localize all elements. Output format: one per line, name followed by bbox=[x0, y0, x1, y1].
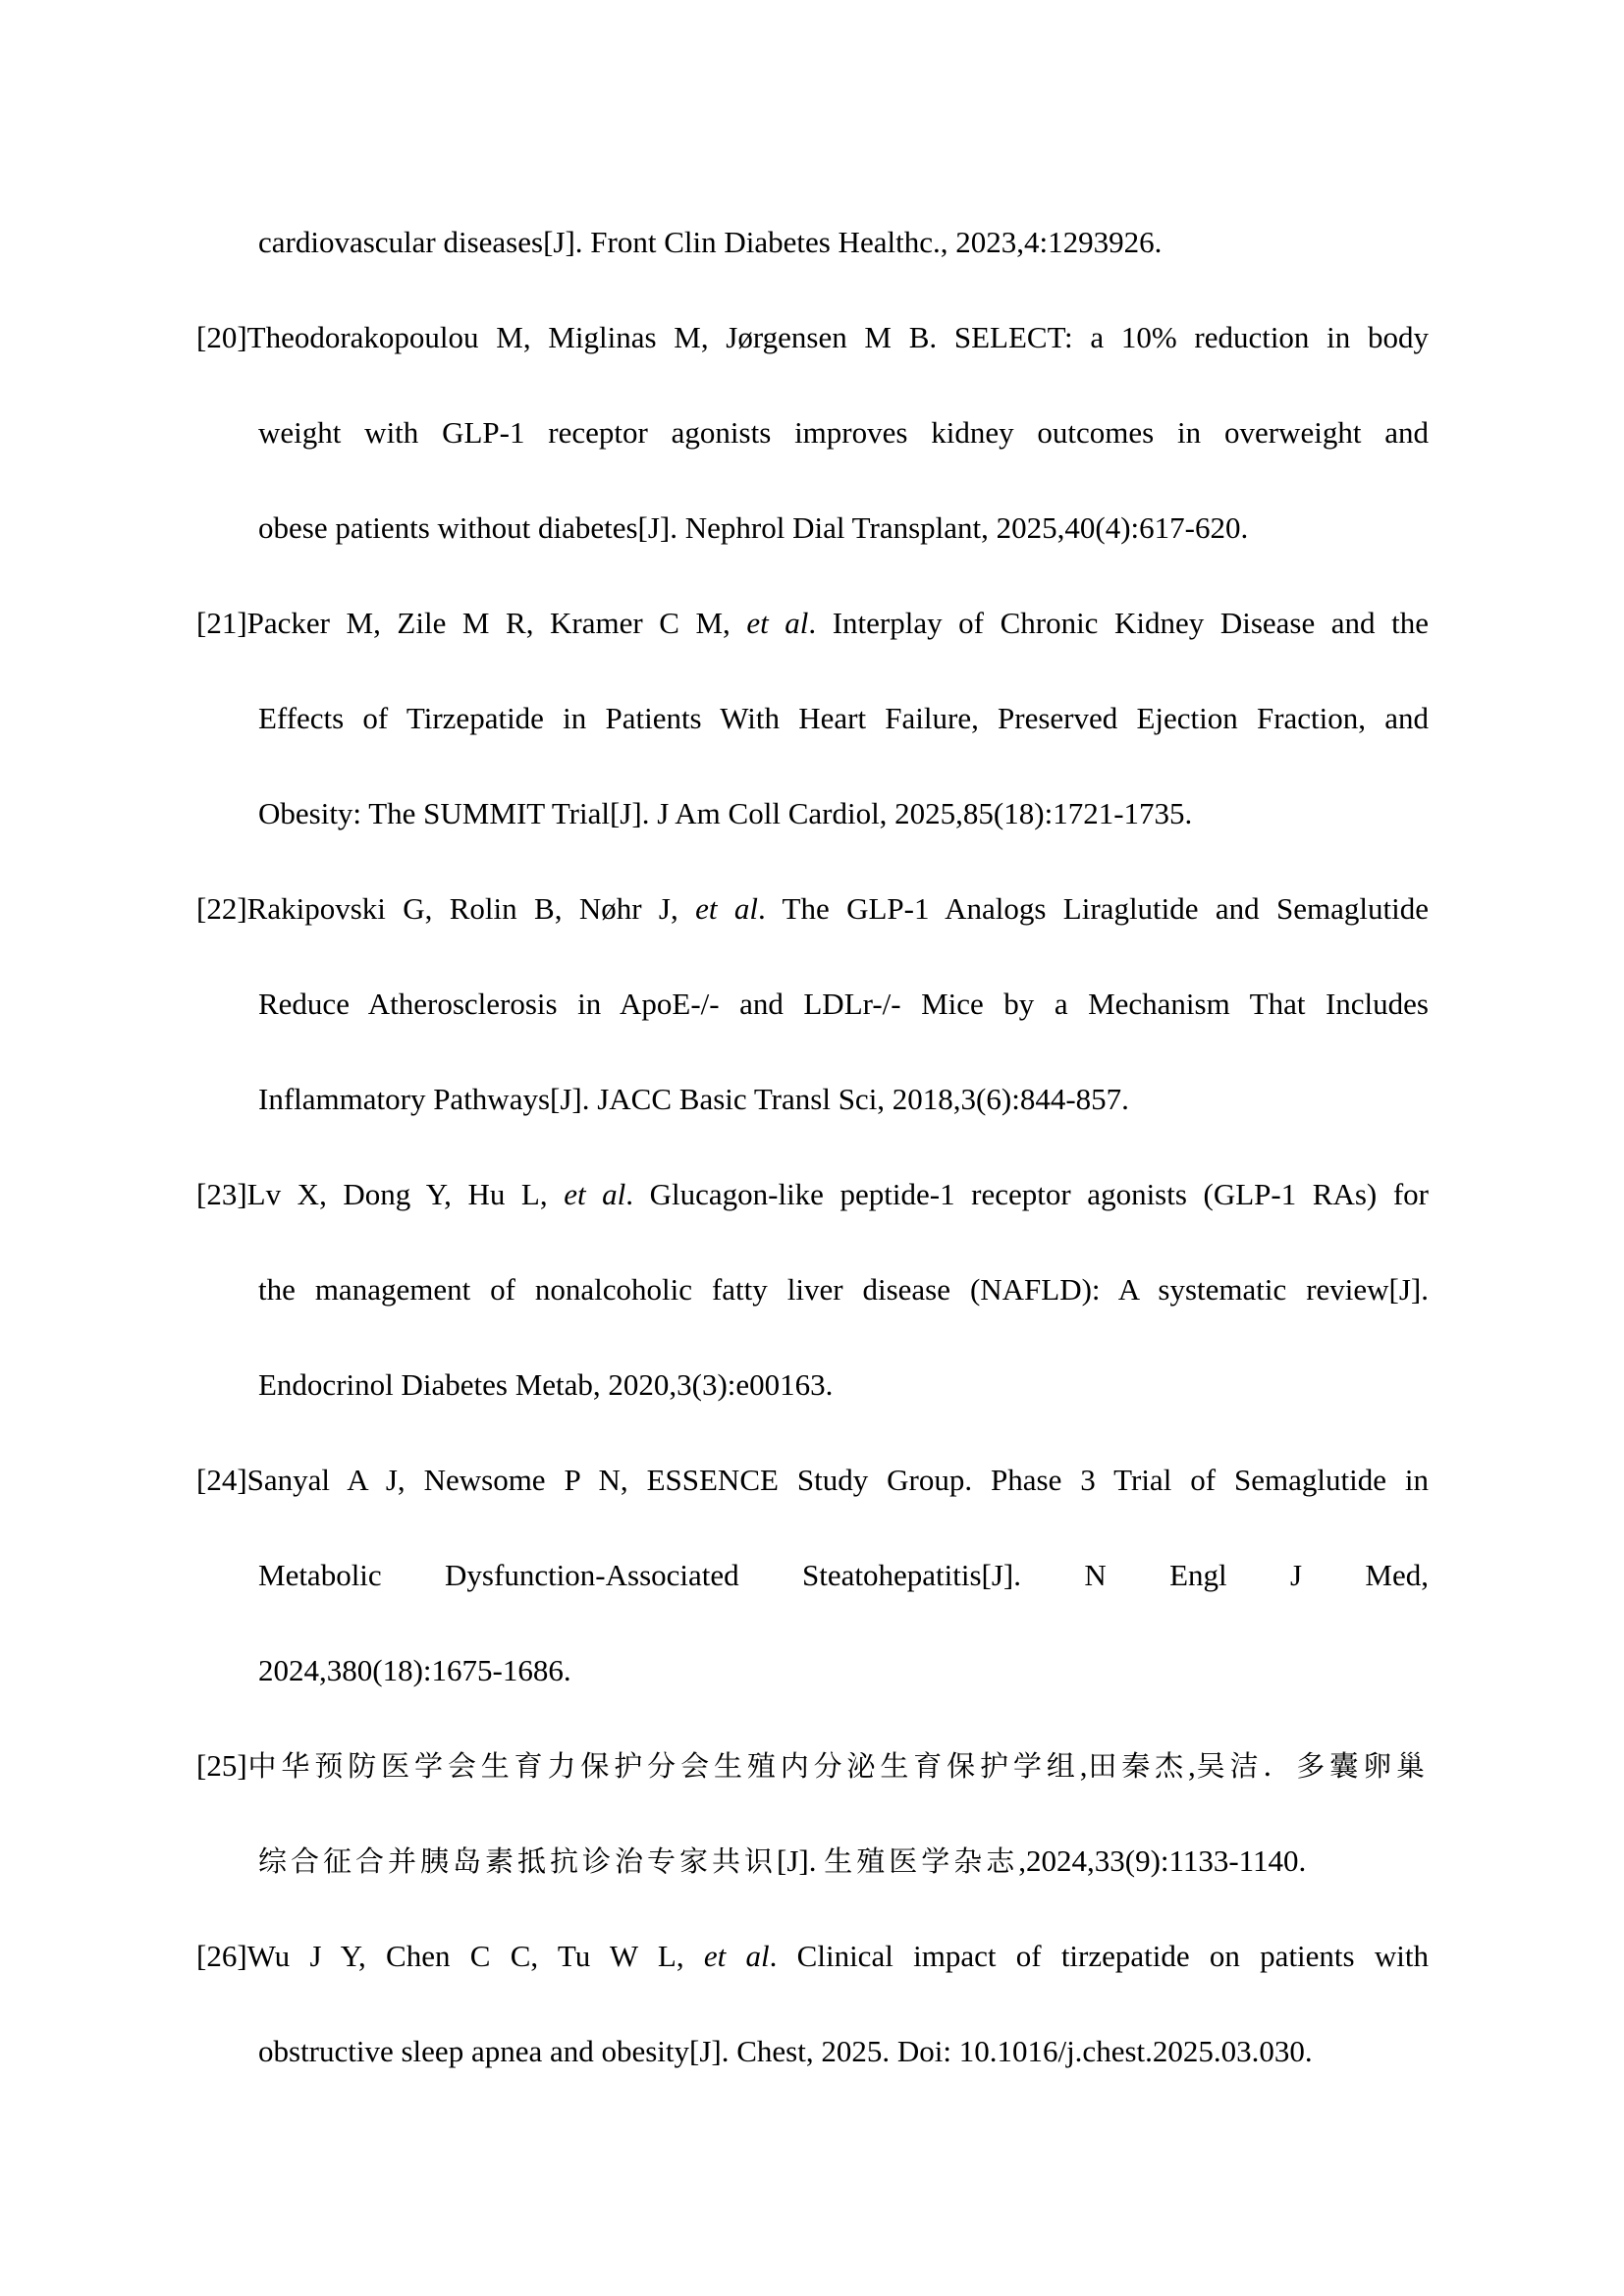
reference-text: , bbox=[1188, 1748, 1196, 1783]
italic-text: et al bbox=[695, 891, 758, 926]
italic-text: et al bbox=[564, 1177, 626, 1211]
reference-line bbox=[196, 2027, 1429, 2122]
reference-text: 2024,380(18):1675-1686. bbox=[258, 1653, 571, 1687]
reference-item bbox=[196, 884, 1429, 1170]
reference-text: Rakipovski G, Rolin B, Nøhr J, bbox=[246, 891, 696, 926]
reference-line bbox=[196, 1361, 1429, 1456]
reference-item bbox=[196, 1932, 1429, 2122]
reference-text: Wu J Y, Chen C C, Tu W L, bbox=[246, 1939, 704, 1973]
italic-text: et al bbox=[746, 606, 809, 640]
reference-text: weight with GLP-1 receptor agonists improves kidney outcomes in overweight and bbox=[258, 415, 1429, 450]
reference-text: obstructive sleep apnea and obesity[J]. Chest, 2025. Doi: 10.1016/j.chest.2025.03.030. bbox=[258, 2034, 1313, 2068]
reference-text: , bbox=[1079, 1748, 1088, 1783]
reference-number: [21] bbox=[196, 606, 247, 640]
reference-text: 吴洁．多囊卵巢 bbox=[1195, 1749, 1429, 1783]
reference-text: 生殖医学杂志 bbox=[824, 1844, 1019, 1878]
reference-line bbox=[196, 218, 1429, 313]
reference-text: Lv X, Dong Y, Hu L, bbox=[246, 1177, 565, 1211]
reference-line bbox=[196, 504, 1429, 599]
reference-text: ,2024,33(9):1133-1140. bbox=[1018, 1843, 1307, 1878]
reference-number: [24] bbox=[196, 1463, 247, 1497]
reference-text: cardiovascular diseases[J]. Front Clin Diabetes Healthc., 2023,4:1293926. bbox=[258, 225, 1163, 259]
reference-line bbox=[196, 1551, 1429, 1646]
reference-line bbox=[196, 1741, 1429, 1837]
reference-text: Metabolic Dysfunction-Associated Steatohepatitis[J]. N Engl J Med, bbox=[258, 1558, 1429, 1592]
reference-item bbox=[196, 218, 1429, 313]
reference-text: 中华预防医学会生育力保护分会生殖内分泌生育保护学组 bbox=[246, 1749, 1080, 1783]
reference-line bbox=[196, 313, 1429, 408]
reference-text: Inflammatory Pathways[J]. JACC Basic Transl Sci, 2018,3(6):844-857. bbox=[258, 1082, 1129, 1116]
reference-line bbox=[196, 1932, 1429, 2027]
reference-line bbox=[196, 884, 1429, 980]
reference-item bbox=[196, 1741, 1429, 1932]
reference-line bbox=[196, 1456, 1429, 1551]
reference-text: . Interplay of Chronic Kidney Disease and the bbox=[808, 606, 1429, 640]
reference-line bbox=[196, 1837, 1429, 1932]
reference-text: Obesity: The SUMMIT Trial[J]. J Am Coll Cardiol, 2025,85(18):1721-1735. bbox=[258, 796, 1193, 830]
reference-number: [20] bbox=[196, 320, 247, 354]
reference-text: the management of nonalcoholic fatty liver disease (NAFLD): A systematic review[J]. bbox=[258, 1272, 1429, 1307]
reference-text: . Clinical impact of tirzepatide on patients with bbox=[769, 1939, 1429, 1973]
reference-text: [J]. bbox=[777, 1843, 825, 1878]
reference-item bbox=[196, 313, 1429, 599]
reference-line bbox=[196, 408, 1429, 504]
reference-number: [26] bbox=[196, 1939, 247, 1973]
reference-text: . The GLP-1 Analogs Liraglutide and Semaglutide bbox=[757, 891, 1429, 926]
reference-line bbox=[196, 1265, 1429, 1361]
reference-line bbox=[196, 1170, 1429, 1265]
reference-text: Packer M, Zile M R, Kramer C M, bbox=[246, 606, 747, 640]
reference-item bbox=[196, 599, 1429, 884]
reference-number: [22] bbox=[196, 891, 247, 926]
reference-text: 田秦杰 bbox=[1087, 1749, 1189, 1783]
reference-text: Reduce Atherosclerosis in ApoE-/- and LDLr-/- Mice by a Mechanism That Includes bbox=[258, 987, 1429, 1021]
reference-number: [25] bbox=[196, 1748, 247, 1783]
reference-item bbox=[196, 1170, 1429, 1456]
reference-text: 综合征合并胰岛素抵抗诊治专家共识 bbox=[258, 1844, 778, 1878]
reference-line bbox=[196, 1646, 1429, 1741]
reference-item bbox=[196, 1456, 1429, 1741]
reference-line bbox=[196, 980, 1429, 1075]
reference-text: Endocrinol Diabetes Metab, 2020,3(3):e00163. bbox=[258, 1367, 834, 1402]
reference-text: Theodorakopoulou M, Miglinas M, Jørgensen M B. SELECT: a 10% reduction in body bbox=[246, 320, 1429, 354]
reference-number: [23] bbox=[196, 1177, 247, 1211]
reference-line bbox=[196, 1075, 1429, 1170]
reference-text: Sanyal A J, Newsome P N, ESSENCE Study Group. Phase 3 Trial of Semaglutide in bbox=[246, 1463, 1429, 1497]
reference-text: obese patients without diabetes[J]. Nephrol Dial Transplant, 2025,40(4):617-620. bbox=[258, 510, 1249, 545]
reference-text: Effects of Tirzepatide in Patients With Heart Failure, Preserved Ejection Fraction, and bbox=[258, 701, 1429, 735]
reference-line bbox=[196, 599, 1429, 694]
reference-line bbox=[196, 694, 1429, 789]
reference-text: . Glucagon-like peptide-1 receptor agonists (GLP-1 RAs) for bbox=[625, 1177, 1429, 1211]
italic-text: et al bbox=[703, 1939, 770, 1973]
reference-line bbox=[196, 789, 1429, 884]
reference-list bbox=[196, 218, 1429, 2122]
